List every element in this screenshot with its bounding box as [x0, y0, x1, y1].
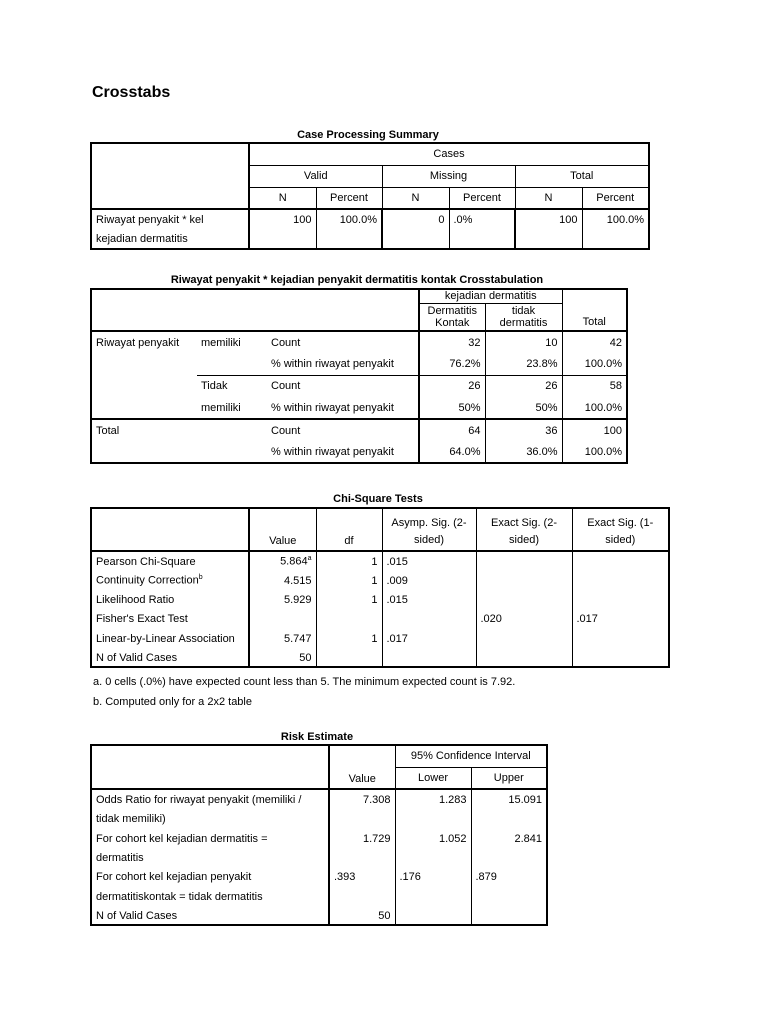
n-value: 50 — [329, 907, 395, 925]
col-n: N — [249, 187, 316, 209]
cell: 100 — [249, 209, 316, 229]
cell-lower: 1.283 — [395, 789, 471, 809]
cell-exact2 — [476, 571, 572, 590]
ci-header: 95% Confidence Interval — [395, 745, 547, 767]
cell: 100.0% — [316, 209, 382, 229]
n-label: N of Valid Cases — [96, 909, 178, 922]
cases-header: Cases — [249, 143, 649, 165]
col-exact2-2: sided) — [476, 529, 572, 551]
cell-df: 1 — [316, 571, 382, 590]
cell: 26 — [485, 375, 562, 397]
cell: 50% — [485, 397, 562, 419]
cell-value — [249, 609, 316, 629]
cell-exact2 — [476, 551, 572, 571]
stat-pct: % within riwayat penyakit — [271, 401, 394, 414]
cell: 100.0% — [562, 353, 627, 375]
col-asymp: Asymp. Sig. (2- — [382, 508, 476, 529]
case-summary-table — [90, 142, 650, 250]
cell-asymp: .017 — [382, 629, 476, 649]
cell-upper: 2.841 — [471, 829, 547, 848]
cell-exact2 — [476, 629, 572, 649]
cell-exact1 — [572, 590, 669, 609]
row-label-2: dermatitis — [96, 851, 144, 864]
col-asymp-2: sided) — [382, 529, 476, 551]
cell-value: 1.729 — [329, 829, 395, 848]
cell: 64 — [419, 419, 485, 441]
missing-header: Missing — [382, 165, 515, 187]
cell: 32 — [419, 331, 485, 353]
row-label: Likelihood Ratio — [96, 593, 175, 606]
row-label: Odds Ratio for riwayat penyakit (memiliki / — [91, 789, 329, 809]
cell-value: 7.308 — [329, 789, 395, 809]
cell-exact1 — [572, 629, 669, 649]
case-summary-title: Case Processing Summary — [297, 129, 439, 141]
chi-corner — [91, 508, 249, 551]
cell: 64.0% — [419, 441, 485, 463]
cell: 100.0% — [562, 441, 627, 463]
chi-square-title: Chi-Square Tests — [333, 493, 423, 505]
cat-memiliki: memiliki — [197, 331, 267, 353]
col-total: Total — [562, 303, 627, 331]
cell: 23.8% — [485, 353, 562, 375]
cell-value: 5.864$^a$ — [249, 551, 316, 571]
case-summary-corner — [91, 143, 249, 209]
cell: 58 — [562, 375, 627, 397]
valid-header: Valid — [249, 165, 382, 187]
col-n: N — [515, 187, 582, 209]
cell: .0% — [449, 209, 515, 229]
cell-exact2 — [476, 590, 572, 609]
cell: 100 — [515, 209, 582, 229]
col-percent: Percent — [316, 187, 382, 209]
cell-df: 1 — [316, 551, 382, 571]
row-label: For cohort kel kejadian dermatitis = — [96, 832, 268, 845]
cell-exact1 — [572, 571, 669, 590]
col-tidak-dermatitis: tidak dermatitis — [485, 303, 562, 331]
row-var: Riwayat penyakit — [91, 331, 197, 353]
col-exact1: Exact Sig. (1- — [572, 508, 669, 529]
col-exact2: Exact Sig. (2- — [476, 508, 572, 529]
cell: 50% — [419, 397, 485, 419]
row-label: For cohort kel kejadian penyakit — [96, 871, 252, 883]
col-lower: Lower — [395, 767, 471, 789]
row-label: Fisher's Exact Test — [96, 613, 188, 625]
stat-count: Count — [267, 419, 419, 441]
cell: 26 — [419, 375, 485, 397]
col-exact1-2: sided) — [572, 529, 669, 551]
cell-asymp: .015 — [382, 590, 476, 609]
col-df: df — [316, 508, 382, 551]
row-label: Riwayat penyakit * kel — [91, 209, 249, 229]
cell-exact2: .020 — [476, 609, 572, 629]
cell: 36 — [485, 419, 562, 441]
cell-asymp — [382, 649, 476, 667]
row-label-2: tidak memiliki) — [96, 813, 166, 825]
total-header: Total — [515, 165, 649, 187]
cell: 100.0% — [562, 397, 627, 419]
cell-value: 50 — [249, 649, 316, 667]
cell: 76.2% — [419, 353, 485, 375]
cell-asymp: .009 — [382, 571, 476, 590]
cell-lower: 1.052 — [395, 829, 471, 848]
group-header: kejadian dermatitis — [419, 289, 562, 303]
risk-corner — [91, 745, 329, 789]
footnote-a: a. 0 cells (.0%) have expected count less than 5. The minimum expected count is 7.92. — [93, 676, 516, 688]
row-label: Pearson Chi-Square — [91, 551, 249, 571]
col-upper: Upper — [471, 767, 547, 789]
cell-upper: 15.091 — [471, 789, 547, 809]
col-percent: Percent — [582, 187, 649, 209]
cell-value: 4.515 — [249, 571, 316, 590]
cell-upper: .879 — [471, 867, 547, 887]
cell-lower: .176 — [395, 867, 471, 887]
cell-df: 1 — [316, 629, 382, 649]
risk-title: Risk Estimate — [280, 731, 354, 743]
cell: 10 — [485, 331, 562, 353]
cell-exact1: .017 — [572, 609, 669, 629]
row-label-2: dermatitiskontak = tidak dermatitis — [96, 891, 263, 903]
col-value: Value — [249, 508, 316, 551]
col-percent: Percent — [449, 187, 515, 209]
stat-count: Count — [271, 380, 301, 393]
chi-square-table — [90, 507, 670, 668]
cell-df: 1 — [316, 590, 382, 609]
cell-asymp: .015 — [382, 551, 476, 571]
cell: 36.0% — [485, 441, 562, 463]
cell-asymp — [382, 609, 476, 629]
cell-value: 5.747 — [249, 629, 316, 649]
col-dermatitis-kontak: Dermatitis Kontak — [419, 303, 485, 331]
row-label: kejadian dermatitis — [96, 232, 188, 245]
col-value: Value — [329, 745, 395, 789]
col-n: N — [382, 187, 449, 209]
cell-exact1 — [572, 551, 669, 571]
cell-exact1 — [572, 649, 669, 667]
stat-pct: % within riwayat penyakit — [271, 445, 394, 458]
cell: 0 — [382, 209, 449, 229]
row-label: Linear-by-Linear Association — [96, 633, 235, 645]
cat-memiliki-2: memiliki — [201, 401, 241, 414]
page-heading: Crosstabs — [92, 84, 171, 101]
stat-count: Count — [267, 331, 419, 353]
total-label: Total — [91, 419, 197, 441]
cat-tidak: Tidak — [201, 380, 228, 393]
cell: 100 — [562, 419, 627, 441]
row-label: Continuity Correction$^b$ — [96, 574, 203, 587]
crosstab-table — [90, 288, 628, 464]
stat-pct: % within riwayat penyakit — [267, 353, 419, 375]
cell-exact2 — [476, 649, 572, 667]
crosstab-corner — [91, 289, 419, 331]
crosstab-title: Riwayat penyakit * kejadian penyakit dermatitis kontak Crosstabulation — [170, 274, 544, 286]
cell-value: 5.929 — [249, 590, 316, 609]
cell: 42 — [562, 331, 627, 353]
footnote-b: b. Computed only for a 2x2 table — [93, 696, 252, 708]
cell-df — [316, 649, 382, 667]
cell-df — [316, 609, 382, 629]
risk-table — [90, 744, 548, 926]
cell-value: .393 — [329, 867, 395, 887]
cell: 100.0% — [582, 209, 649, 229]
row-label: N of Valid Cases — [96, 651, 178, 664]
